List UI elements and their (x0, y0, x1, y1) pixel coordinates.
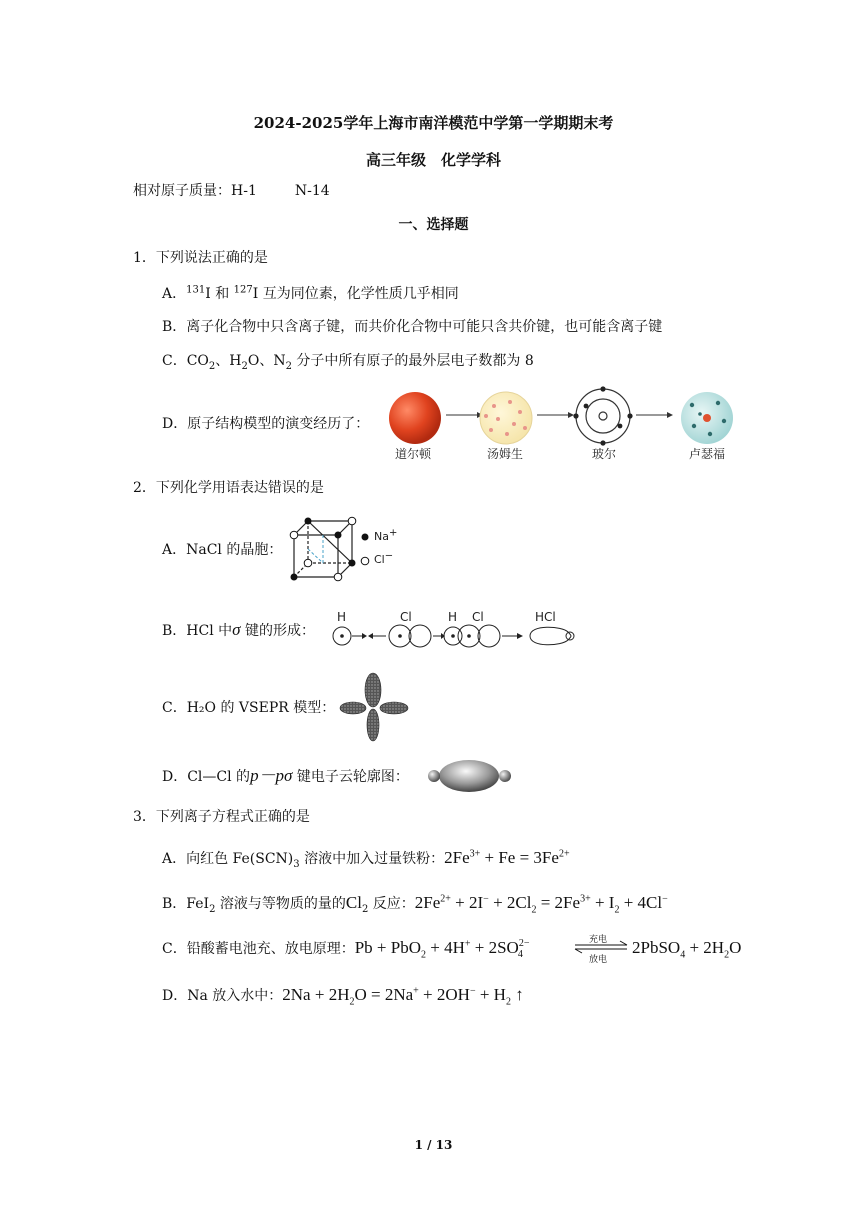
hcl-sigma-bond-diagram (332, 622, 582, 652)
q1-option-b: B．离子化合物中只含离子键，而共价化合物中可能只含共价键，也可能含离子键 (162, 319, 663, 335)
q1-option-c: C．$CO_2$、$H_2O$、$N_2$ 分子中所有原子的最外层电子数都为 8 (162, 353, 534, 372)
hcl-label-hcl: HCl (535, 610, 556, 624)
section-title: 一、选择题 (398, 217, 469, 233)
q1-option-d: D．原子结构模型的演变经历了： (162, 416, 370, 432)
h2o-vsepr-diagram (338, 672, 418, 744)
dalton-label: 道尔顿 (395, 447, 432, 461)
hcl-label-h1: H (337, 610, 347, 624)
charge-label: 充电 (589, 935, 608, 945)
question-2-stem: 2．下列化学用语表达错误的是 (133, 480, 324, 496)
question-1-stem: 1．下列说法正确的是 (133, 250, 268, 266)
q2-option-c: C．H₂O 的 VSEPR 模型： (162, 700, 336, 716)
cl-legend: Cl− (374, 550, 394, 566)
nacl-unit-cell-diagram (286, 513, 366, 585)
question-3-stem: 3．下列离子方程式正确的是 (133, 809, 310, 825)
atomic-mass-n: N-14 (294, 183, 330, 199)
q2-option-a: A．NaCl 的晶胞： (162, 542, 283, 558)
na-legend: Na+ (374, 527, 398, 543)
cl-cl-electron-cloud-diagram (425, 758, 515, 794)
atomic-mass-h: H-1 (231, 183, 257, 199)
q3c-equation-left: $Pb + PbO_2 + 4H^+ + 2SO_4^{2-}$ (354, 938, 530, 961)
dalton-model-icon (389, 392, 441, 444)
q3a-equation: $2Fe^{3+} + Fe = 3Fe^{2+}$ (444, 848, 570, 867)
page-subtitle: 高三年级 化学学科 (365, 151, 501, 169)
page-number: 1 / 13 (414, 1138, 453, 1152)
q3c-equation-right: 2PbSO$_4$ + $2H_2O$ (632, 938, 742, 961)
rutherford-label: 卢瑟福 (689, 447, 726, 461)
q3-option-d: D．Na 放入水中：$2Na + 2H_2O = 2Na^+ + 2OH^- + H_2$ ↑ (162, 985, 524, 1008)
q2-option-b: B．HCl 中σ 键的形成： (162, 620, 315, 639)
hcl-label-cl1: Cl (400, 610, 412, 624)
atomic-mass-line (133, 181, 330, 201)
q2-option-d: D．Cl—Cl 的p－pσ 键电子云轮廓图： (162, 766, 409, 785)
hcl-label-cl2: Cl (472, 610, 484, 624)
hcl-label-h2: H (448, 610, 458, 624)
q3b-equation: $2Fe^{2+} + 2I^- + 2Cl_2 = 2Fe^{3+} + I_2 + 4Cl^-$ (414, 893, 668, 916)
q3d-equation: $2Na + 2H_2O = 2Na^+ + 2OH^- + H_2$ ↑ (282, 985, 524, 1008)
q3-option-a: A．向红色 $Fe(SCN)_3$ 溶液中加入过量铁粉：$2Fe^{3+} + Fe = 3Fe^{2+}$ (162, 848, 570, 870)
discharge-label: 放电 (589, 955, 608, 965)
thomson-label: 汤姆生 (487, 447, 524, 461)
bohr-label: 玻尔 (592, 447, 617, 461)
q3-option-b: B．FeI$_2$ 溶液与等物质的量的$Cl_2$ 反应：$2Fe^{2+} + 2I^- + 2Cl_2 = 2Fe^{3+} + I_2 + 4Cl^-$ (162, 893, 668, 916)
nacl-legend-icons (360, 531, 372, 571)
atomic-mass-label: 相对原子质量： (133, 183, 231, 199)
page-title: 2024-2025学年上海市南洋模范中学第一学期期末考 (253, 114, 614, 132)
thomson-model-icon (480, 392, 532, 444)
bohr-model-icon (573, 386, 632, 445)
q1-option-a: A．$^{131}$I 和 $^{127}$I 互为同位素，化学性质几乎相同 (162, 284, 459, 302)
q3-option-c: C．铅酸蓄电池充、放电原理：$Pb + PbO_2 + 4H^+ + 2SO_4^{2-}$ (162, 938, 530, 961)
